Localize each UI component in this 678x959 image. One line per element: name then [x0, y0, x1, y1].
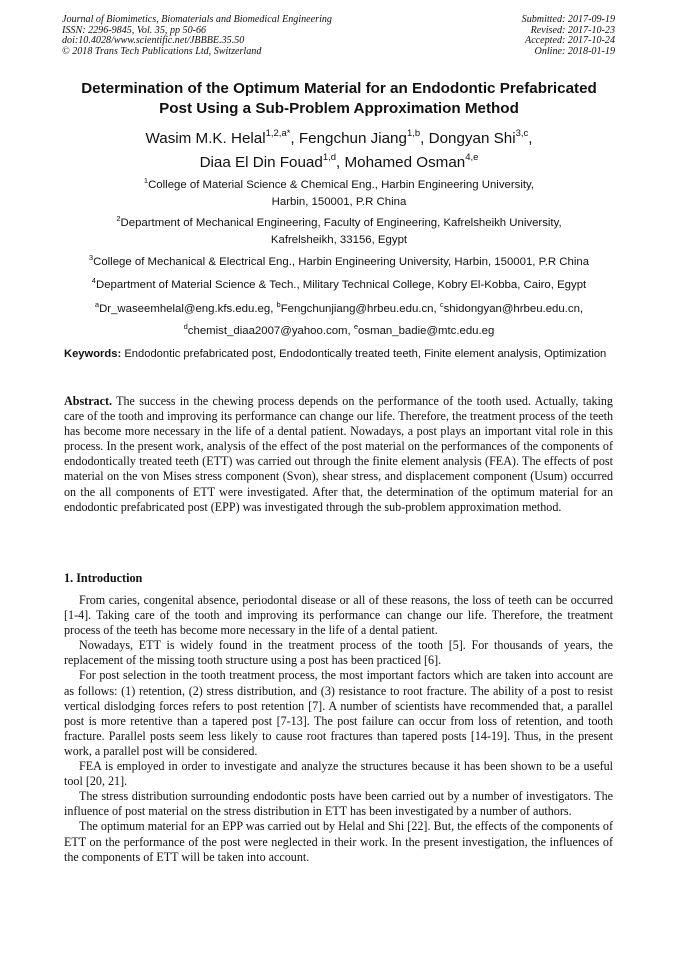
author-name: Mohamed Osman — [344, 154, 466, 172]
email-link[interactable]: Dr_waseemhelal@eng.kfs.edu.eg, — [99, 302, 274, 315]
affiliation-text: Department of Material Science & Tech., Military Technical College, Kobry El-Kobba, Cairo, Egypt — [95, 278, 587, 291]
accepted-date: Accepted: 2017-10-24 — [525, 35, 615, 47]
email-list: $^a$Dr_waseemhelal@eng.kfs.edu.eg, $^b$Fengchunjiang@hrbeu.edu.cn, $^c$shidongyan@hrbeu.edu.cn, $^d$chemist_diaa2007@yahoo.com, $^e$osman_badie@mtc.edu.eg — [94, 300, 584, 337]
journal-info — [62, 15, 332, 57]
email-link[interactable]: Fengchunjiang@hrbeu.edu.cn, — [280, 302, 437, 315]
email-link[interactable]: shidongyan@hrbeu.edu.cn, — [443, 302, 584, 315]
author-list — [40, 125, 638, 173]
abstract-text: The success in the chewing process depends on the performance of the tooth used. Actually, taking care of the tooth and improving its performance can change our life. Therefore, the treatment process of the teeth has become more necessary in the life of a dental patient. Nowadays, a post plays an important vital role in this process. In the present work, analysis of the effect of the post material on the performances of the components of endodontically treated teeth (ETT) was carried out through the finite element analysis (FEA). The effects of post material on the von Mises stress component (Svon), shear stress, and displacement component (Usum) occurred on the all components of ETT were investigated. After that, the determination of the optimum material for an endodontic prefabricated post (EPP) was investigated through the sub-problem approximation method. — [64, 394, 613, 514]
author-name: Wasim M.K. Helal — [145, 130, 266, 148]
author-affiliation-mark: 1,b — [406, 128, 421, 139]
paragraph: Nowadays, ETT is widely found in the treatment process of the tooth [5]. For thousands of years, the replacement of the missing tooth structure using a post has been practiced [6]. — [64, 638, 613, 668]
affiliation-text: Kafrelsheikh, 33156, Egypt — [270, 233, 408, 246]
paper-title — [40, 79, 638, 119]
affiliation-text: College of Material Science & Chemical Eng., Harbin Engineering University, — [148, 178, 535, 191]
copyright: © 2018 Trans Tech Publications Ltd, Switzerland — [62, 45, 262, 57]
submitted-date: Submitted: 2017-09-19 — [521, 14, 615, 25]
author-affiliation-mark: 1,2,a* — [265, 128, 291, 139]
affiliation-number: 1 — [143, 176, 149, 185]
affiliation-number: 4 — [91, 276, 96, 285]
affiliation-1 — [40, 172, 638, 211]
paragraph: For post selection in the tooth treatment process, the most important factors which are taken into account are as follows: (1) retention, (2) stress distribution, and (3) resistance to root fracture. The ability of a post to resist vertical dislodging forces refers to post retention [7]. A number of scientists have recommended that, a parallel post is more retentive than a tapered post [7-13]. The post failure can occur from loss of retention, and tooth fracture. Parallel posts seem less likely to cause root fractures than tapered posts [14-19]. Thus, in the present work, a parallel post will be considered. — [64, 668, 613, 758]
author-affiliation-mark: 4,e — [465, 152, 479, 164]
abstract-label: Abstract. — [64, 394, 113, 408]
doi: doi:10.4028/www.scientific.net/JBBBE.35.50 — [62, 35, 245, 47]
affiliation-4 — [40, 272, 638, 294]
affiliation-number: 3 — [88, 253, 94, 262]
paragraph: The stress distribution surrounding endodontic posts have been carried out by a number of investigators. The influence of post material on the stress distribution in ETT has been investigated by a number of authors. — [64, 789, 613, 819]
affiliation-2 — [40, 210, 638, 249]
issn: ISSN: 2296-9845, Vol. 35, pp 50-66 — [62, 24, 207, 36]
introduction-body — [64, 593, 613, 865]
affiliation-3 — [40, 249, 638, 271]
keywords-label: Keywords: — [64, 348, 122, 360]
author-name: Diaa El Din Fouad — [199, 154, 323, 172]
author-name: Dongyan Shi — [428, 130, 516, 148]
affiliation-text: College of Mechanical & Electrical Eng., Harbin Engineering University, Harbin, 150001, P.R China — [93, 255, 590, 268]
author-name: Fengchun Jiang — [298, 130, 407, 148]
abstract — [64, 394, 613, 515]
keywords-text: Endodontic prefabricated post, Endodontically treated teeth, Finite element analysis, Optimization — [124, 348, 607, 360]
title-line-1: Determination of the Optimum Material for an Endodontic Prefabricated — [81, 80, 597, 97]
paragraph: FEA is employed in order to investigate and analyze the structures because it has been shown to be a useful tool [20, 21]. — [64, 759, 613, 789]
author-affiliation-mark: 1,d — [322, 152, 337, 164]
paragraph: The optimum material for an EPP was carried out by Helal and Shi [22]. But, the effects of the components of ETT on the performance of the post were neglected in their work. In the present investigation, the influences of the components of ETT will be taken into account. — [64, 819, 613, 864]
author-affiliation-mark: 3,c — [515, 128, 529, 139]
online-date: Online: 2018-01-19 — [534, 45, 615, 57]
title-line-2: Post Using a Sub-Problem Approximation Method — [159, 100, 519, 117]
journal-name: Journal of Biomimetics, Biomaterials and Biomedical Engineering — [62, 14, 332, 25]
affiliation-number: 2 — [116, 214, 121, 223]
affiliation-text: Department of Mechanical Engineering, Faculty of Engineering, Kafrelsheikh University, — [120, 216, 562, 229]
section-heading: 1. Introduction — [64, 571, 143, 585]
paragraph: From caries, congenital absence, periodontal disease or all of these reasons, the loss of teeth can be occurred [1-4]. Taking care of the tooth and improving its performance can change our life. Therefore, the treatment process of the teeth has become more necessary in the life of a dental patient. — [64, 593, 613, 638]
authors-line-1: Wasim M.K. Helal$^{1,2,a*}$, Fengchun Jiang$^{1,b}$, Dongyan Shi$^{3,c}$, — [145, 128, 533, 148]
affiliation-text: Harbin, 150001, P.R China — [271, 195, 407, 208]
dates-info — [522, 15, 615, 57]
email-link[interactable]: osman_badie@mtc.edu.eg — [358, 324, 495, 337]
email-link[interactable]: chemist_diaa2007@yahoo.com, — [187, 324, 351, 337]
revised-date: Revised: 2017-10-23 — [530, 24, 615, 36]
authors-line-2: Diaa El Din Fouad$^{1,d}$, Mohamed Osman$^{4,e}$ — [199, 152, 479, 172]
keywords — [64, 346, 613, 362]
